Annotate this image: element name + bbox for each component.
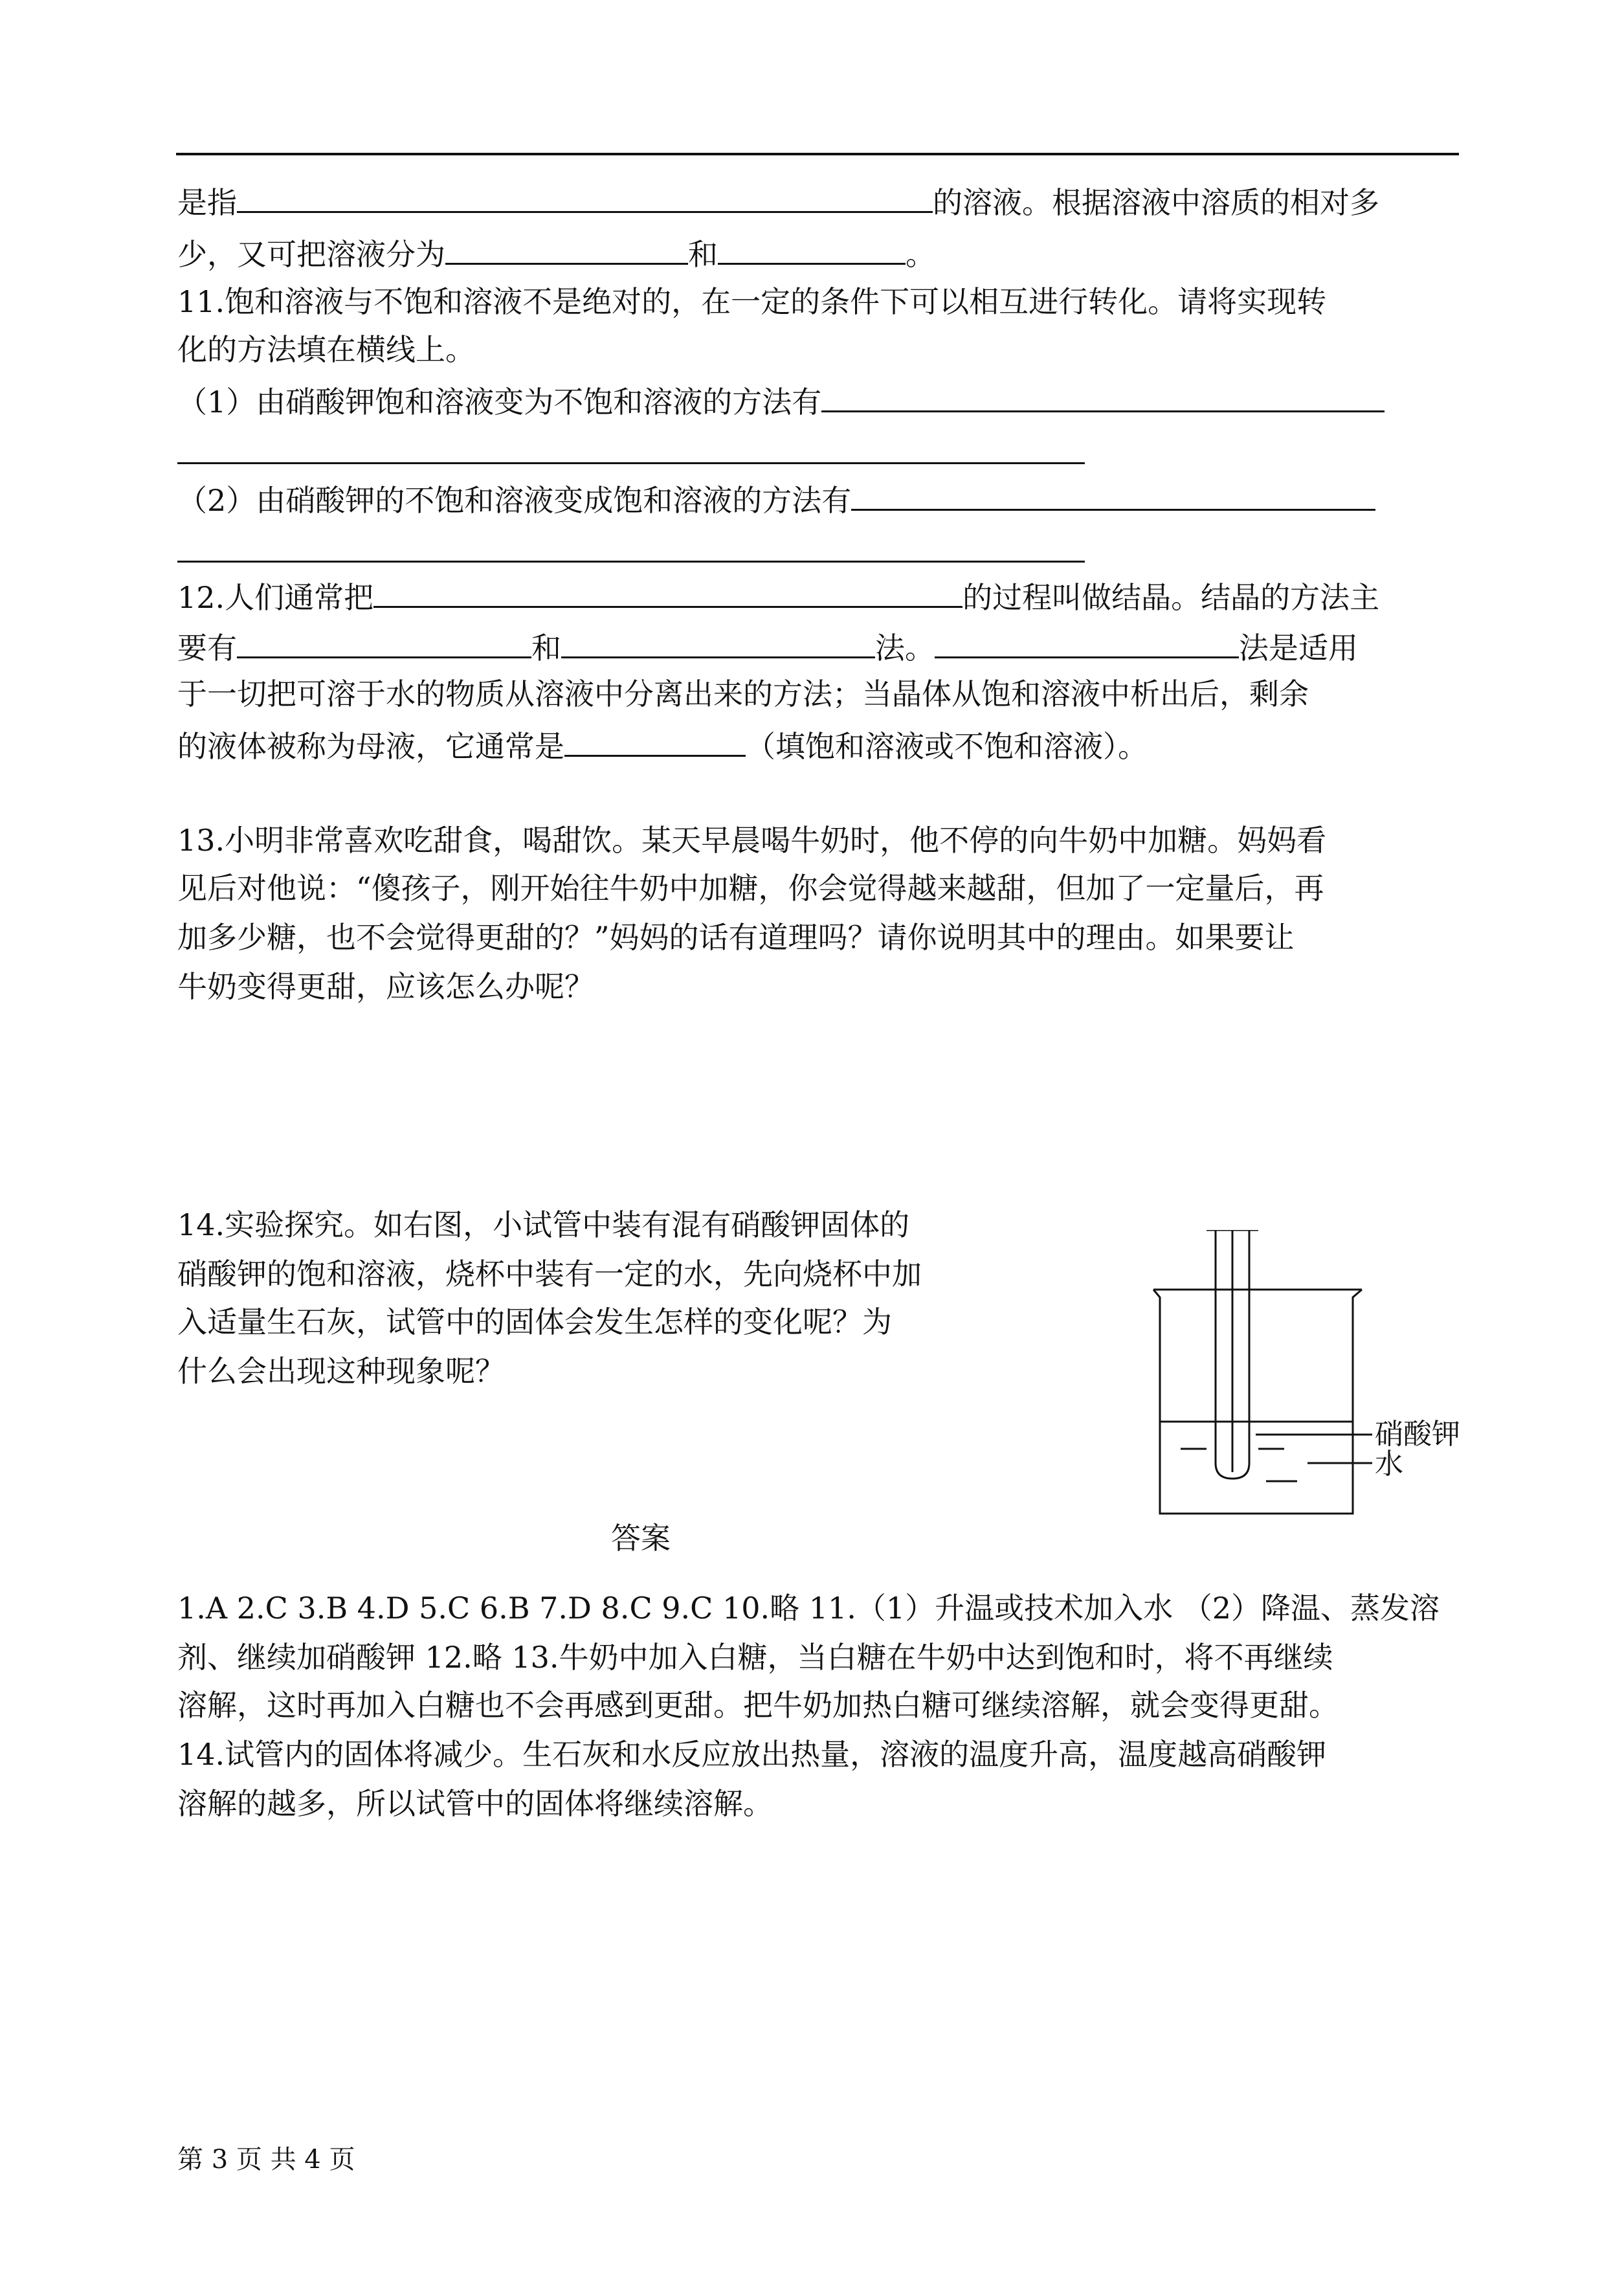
answer-blank[interactable] <box>237 627 531 658</box>
answer-blank[interactable] <box>564 725 746 757</box>
answer-blank[interactable] <box>851 479 1375 511</box>
answer-title: 答案 <box>611 1521 671 1556</box>
beaker-test-tube-figure <box>1152 1230 1489 1528</box>
q13-line-4: 牛奶变得更甜，应该怎么办呢？ <box>177 969 594 1004</box>
q13-line-3: 加多少糖，也不会觉得更甜的？”妈妈的话有道理吗？请你说明其中的理由。如果要让 <box>177 920 1295 955</box>
header-rule <box>176 153 1459 155</box>
q13-line-2: 见后对他说：“傻孩子，刚开始往牛奶中加糖，你会觉得越来越甜，但加了一定量后，再 <box>177 871 1324 906</box>
q14-line-2: 硝酸钾的饱和溶液，烧杯中装有一定的水，先向烧杯中加 <box>177 1257 922 1292</box>
q11-part-1: （1）由硝酸钾饱和溶液变为不饱和溶液的方法有 <box>177 381 1385 421</box>
answer-blank[interactable] <box>935 627 1239 658</box>
q12-line-2: 要有 和 法。 法是适用 <box>177 627 1358 667</box>
q14-line-4: 什么会出现这种现象呢？ <box>177 1354 505 1389</box>
q12-line-4: 的液体被称为母液，它通常是 （填饱和溶液或不饱和溶液）。 <box>177 725 1148 766</box>
page-footer: 第 3 页 共 4 页 <box>177 2145 355 2175</box>
answer-blank[interactable] <box>445 233 688 265</box>
q11-line-1: 11.饱和溶液与不饱和溶液不是绝对的，在一定的条件下可以相互进行转化。请将实现转 <box>177 284 1327 319</box>
answer-line-5: 溶解的越多，所以试管中的固体将继续溶解。 <box>177 1786 773 1821</box>
q13-line-1: 13.小明非常喜欢吃甜食，喝甜饮。某天早晨喝牛奶时，他不停的向牛奶中加糖。妈妈看 <box>177 823 1327 858</box>
beaker-outline <box>1153 1290 1362 1514</box>
answer-line-1: 1.A 2.C 3.B 4.D 5.C 6.B 7.D 8.C 9.C 10.略 11.（1）升温或技术加入水 （2）降温、蒸发溶 <box>177 1591 1440 1626</box>
answer-blank[interactable] <box>561 627 875 658</box>
q10-line-2: 少，又可把溶液分为 和 。 <box>177 233 935 274</box>
answer-blank[interactable] <box>718 233 906 265</box>
answer-line-4: 14.试管内的固体将减少。生石灰和水反应放出热量，溶液的温度升高，温度越高硝酸钾 <box>177 1737 1327 1772</box>
water-label: 水 <box>1375 1448 1403 1481</box>
q14-line-3: 入适量生石灰，试管中的固体会发生怎样的变化呢？为 <box>177 1304 892 1339</box>
q10-line-1: 是指 的溶液。根据溶液中溶质的相对多 <box>177 181 1379 222</box>
kno3-label: 硝酸钾 <box>1375 1418 1460 1451</box>
answer-blank[interactable] <box>821 381 1385 412</box>
q11-line-2: 化的方法填在横线上。 <box>177 332 475 367</box>
answer-blank-continuation[interactable] <box>177 561 1085 563</box>
q12-line-1: 12.人们通常把 的过程叫做结晶。结晶的方法主 <box>177 576 1379 617</box>
q14-line-1: 14.实验探究。如右图，小试管中装有混有硝酸钾固体的 <box>177 1207 910 1242</box>
answer-blank[interactable] <box>237 181 933 213</box>
q11-part-2: （2）由硝酸钾的不饱和溶液变成饱和溶液的方法有 <box>177 479 1375 520</box>
answer-line-3: 溶解，这时再加入白糖也不会再感到更甜。把牛奶加热白糖可继续溶解，就会变得更甜。 <box>177 1688 1339 1723</box>
answer-blank-continuation[interactable] <box>177 462 1085 464</box>
answer-blank[interactable] <box>373 576 962 608</box>
q12-line-3: 于一切把可溶于水的物质从溶液中分离出来的方法；当晶体从饱和溶液中析出后，剩余 <box>177 677 1309 711</box>
answer-line-2: 剂、继续加硝酸钾 12.略 13.牛奶中加入白糖，当白糖在牛奶中达到饱和时，将不再继续 <box>177 1640 1333 1675</box>
